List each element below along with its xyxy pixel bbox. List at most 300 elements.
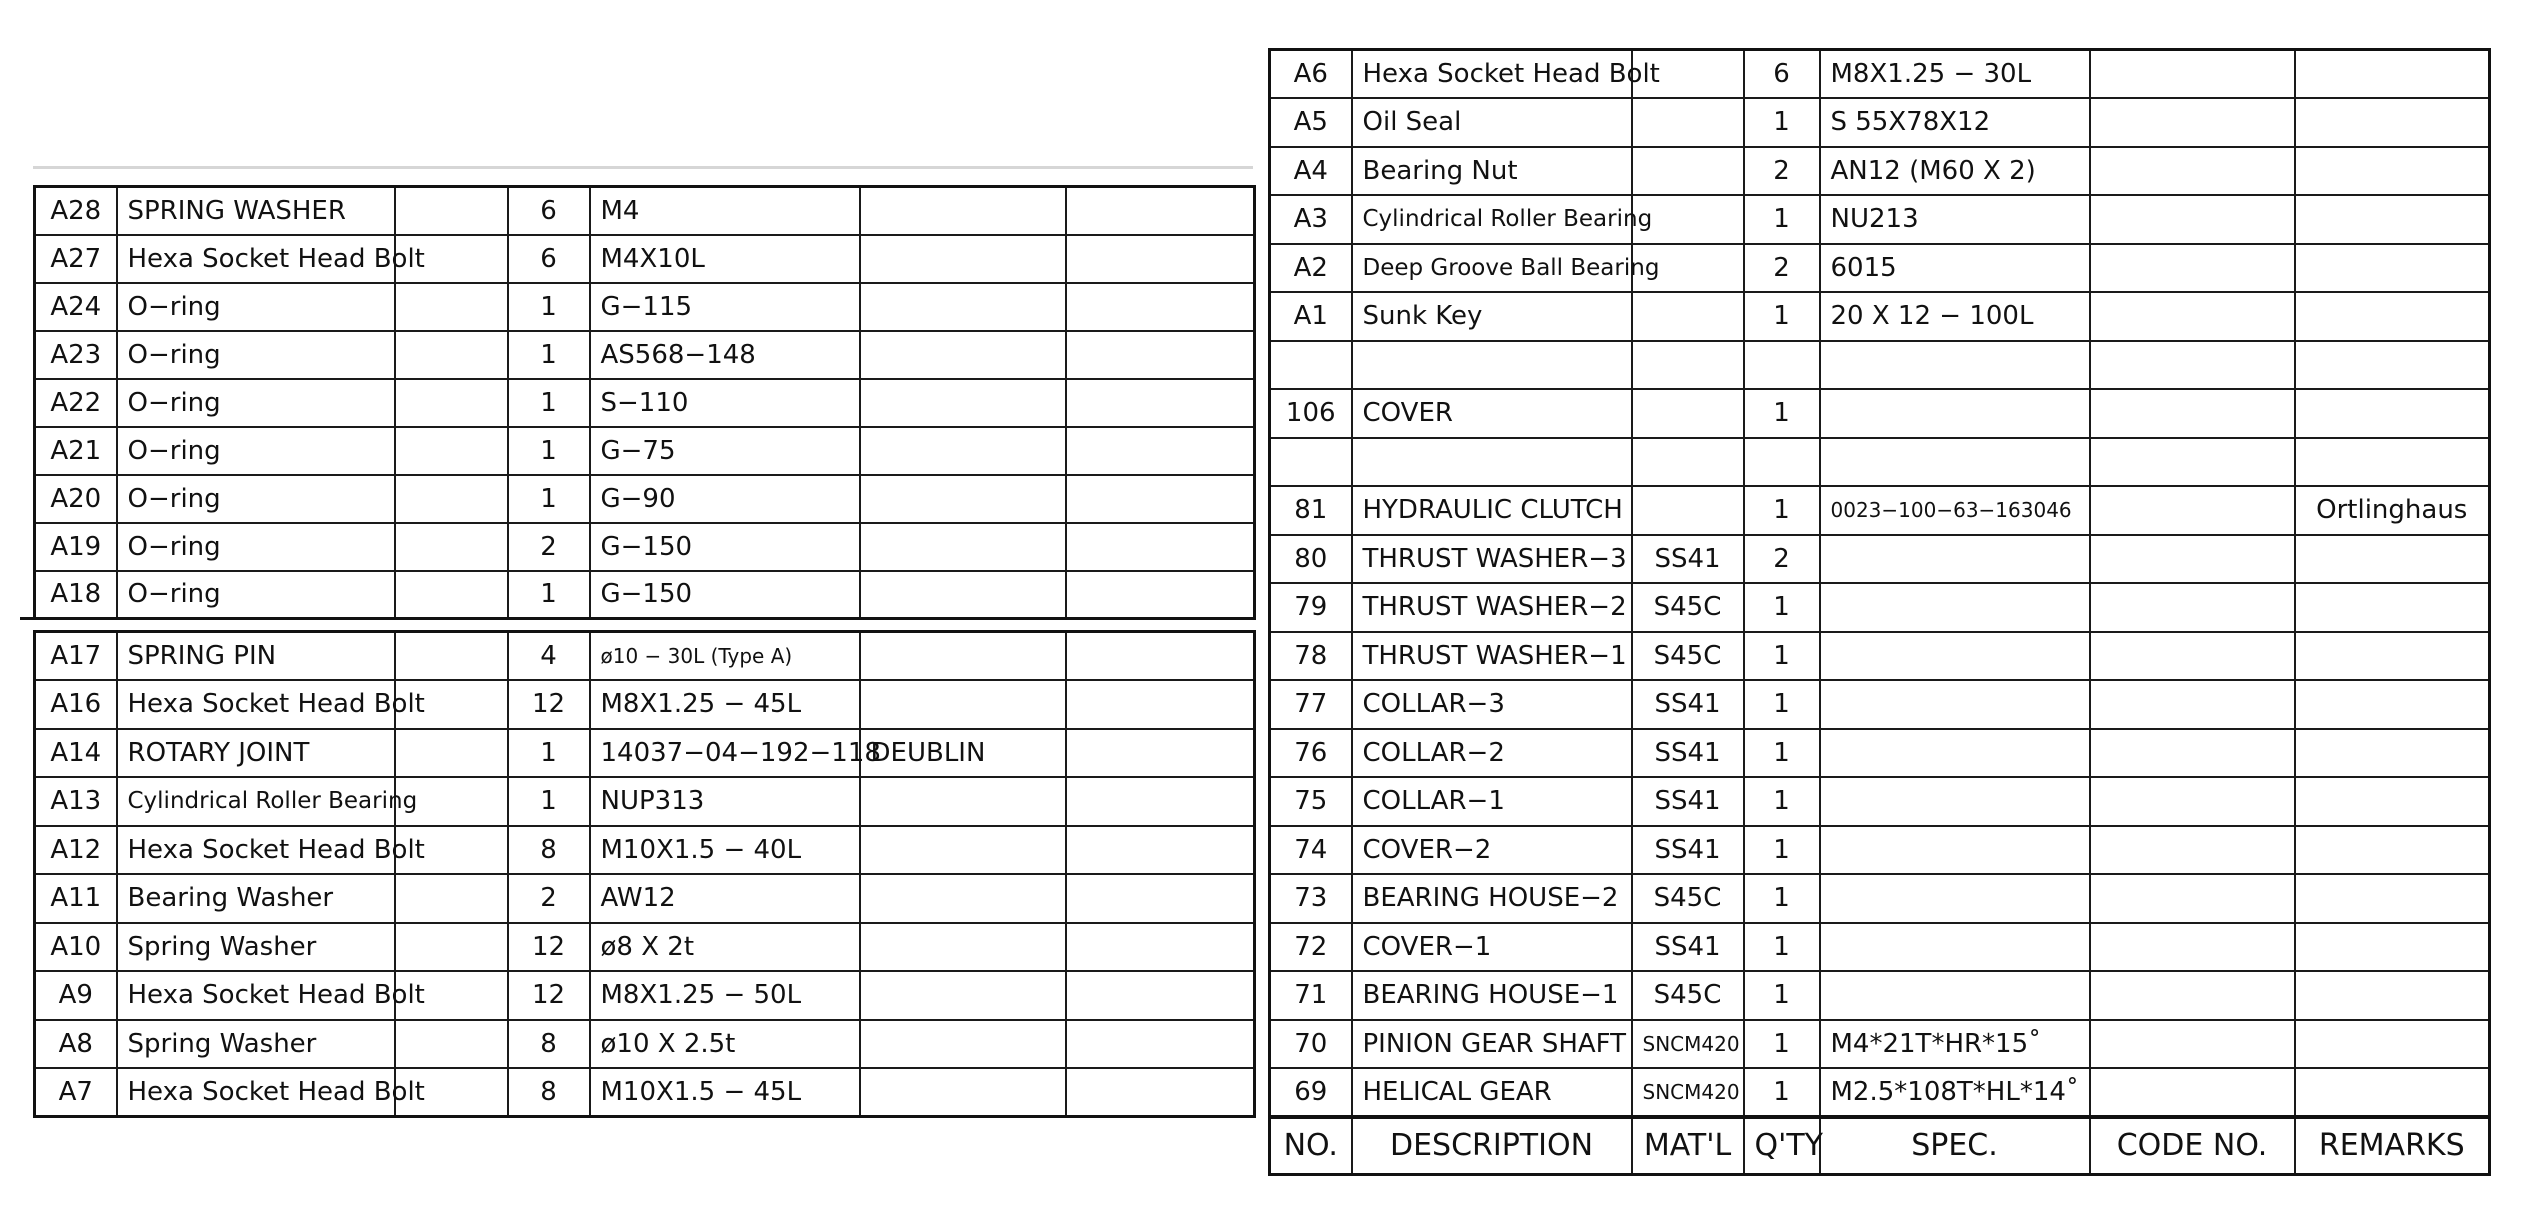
description-cell: O−ring — [117, 283, 395, 331]
table-row — [1270, 341, 2490, 390]
material-cell — [1632, 292, 1744, 341]
description-cell: Hexa Socket Head Bolt — [117, 971, 395, 1020]
spec-cell: NU213 — [1820, 195, 2090, 244]
material-cell: SS41 — [1632, 729, 1744, 778]
header-no-cell: NO. — [1270, 1117, 1352, 1175]
spec-cell: M8X1.25 − 45L — [590, 680, 860, 729]
code-no-cell — [860, 379, 1066, 427]
material-cell — [395, 632, 508, 681]
table-row — [1270, 874, 2490, 923]
parts-table-right — [1268, 48, 2491, 1176]
remarks-cell — [2295, 777, 2490, 826]
table-row — [1270, 195, 2490, 244]
description-cell: O−ring — [117, 379, 395, 427]
remarks-cell — [2295, 1020, 2490, 1069]
no-cell: A13 — [35, 777, 117, 826]
material-cell — [395, 1020, 508, 1069]
qty-cell: 8 — [508, 1068, 590, 1117]
qty-cell: 1 — [1744, 486, 1820, 535]
spec-cell: M10X1.5 − 40L — [590, 826, 860, 875]
code-no-cell — [860, 1020, 1066, 1069]
description-cell: Bearing Washer — [117, 874, 395, 923]
qty-cell: 1 — [1744, 971, 1820, 1020]
remarks-cell — [1066, 379, 1255, 427]
remarks-cell — [2295, 874, 2490, 923]
code-no-cell — [860, 874, 1066, 923]
qty-cell: 12 — [508, 971, 590, 1020]
spec-cell — [1820, 535, 2090, 584]
table-row — [1270, 923, 2490, 972]
description-cell: Cylindrical Roller Bearing — [117, 777, 395, 826]
spec-cell: 14037−04−192−118 — [590, 729, 860, 778]
table-row — [35, 874, 1255, 923]
code-no-cell — [2090, 486, 2295, 535]
description-cell: PINION GEAR SHAFT — [1352, 1020, 1632, 1069]
table-row — [35, 331, 1255, 379]
remarks-cell — [2295, 147, 2490, 196]
table-row — [1270, 389, 2490, 438]
spec-cell: AW12 — [590, 874, 860, 923]
qty-cell: 12 — [508, 680, 590, 729]
no-cell: A24 — [35, 283, 117, 331]
no-cell: 77 — [1270, 680, 1352, 729]
description-cell: O−ring — [117, 427, 395, 475]
table-row — [1270, 486, 2490, 535]
code-no-cell — [2090, 341, 2295, 390]
spec-cell — [1820, 389, 2090, 438]
no-cell: A3 — [1270, 195, 1352, 244]
material-cell: SS41 — [1632, 923, 1744, 972]
table-row — [35, 283, 1255, 331]
no-cell: 73 — [1270, 874, 1352, 923]
remarks-cell — [2295, 98, 2490, 147]
qty-cell: 6 — [1744, 50, 1820, 99]
table-row — [1270, 438, 2490, 487]
table-row — [1270, 632, 2490, 681]
description-cell: COLLAR−2 — [1352, 729, 1632, 778]
material-cell — [395, 729, 508, 778]
table-row — [1270, 50, 2490, 99]
description-cell: Bearing Nut — [1352, 147, 1632, 196]
qty-cell: 1 — [508, 571, 590, 619]
material-cell: SS41 — [1632, 826, 1744, 875]
parts-table-left-upper — [33, 185, 1256, 620]
remarks-cell — [1066, 826, 1255, 875]
no-cell: 69 — [1270, 1068, 1352, 1117]
code-no-cell — [2090, 729, 2295, 778]
spec-cell: M8X1.25 − 30L — [1820, 50, 2090, 99]
qty-cell: 1 — [1744, 777, 1820, 826]
description-cell: COLLAR−3 — [1352, 680, 1632, 729]
remarks-cell — [2295, 680, 2490, 729]
remarks-cell — [1066, 283, 1255, 331]
description-cell: Oil Seal — [1352, 98, 1632, 147]
code-no-cell — [2090, 147, 2295, 196]
remarks-cell — [1066, 777, 1255, 826]
no-cell: A10 — [35, 923, 117, 972]
remarks-cell — [1066, 475, 1255, 523]
description-cell: COVER−2 — [1352, 826, 1632, 875]
description-cell: BEARING HOUSE−1 — [1352, 971, 1632, 1020]
no-cell: A2 — [1270, 244, 1352, 293]
table-row — [1270, 98, 2490, 147]
remarks-cell — [2295, 389, 2490, 438]
code-no-cell — [860, 680, 1066, 729]
qty-cell: 2 — [1744, 244, 1820, 293]
code-no-cell — [2090, 874, 2295, 923]
section-divider-line — [20, 617, 1253, 620]
spec-cell: 20 X 12 − 100L — [1820, 292, 2090, 341]
material-cell — [395, 331, 508, 379]
code-no-cell — [860, 1068, 1066, 1117]
code-no-cell — [2090, 98, 2295, 147]
no-cell: A6 — [1270, 50, 1352, 99]
code-no-cell — [860, 923, 1066, 972]
table-row — [1270, 147, 2490, 196]
description-cell: THRUST WASHER−1 — [1352, 632, 1632, 681]
material-cell: S45C — [1632, 583, 1744, 632]
no-cell: 71 — [1270, 971, 1352, 1020]
table-row — [1270, 1068, 2490, 1117]
table-row — [35, 923, 1255, 972]
no-cell: 79 — [1270, 583, 1352, 632]
material-cell: SS41 — [1632, 777, 1744, 826]
header-spec-cell: SPEC. — [1820, 1117, 2090, 1175]
remarks-cell — [1066, 523, 1255, 571]
no-cell: 81 — [1270, 486, 1352, 535]
remarks-cell — [1066, 331, 1255, 379]
no-cell: 78 — [1270, 632, 1352, 681]
table-row — [1270, 244, 2490, 293]
qty-cell: 2 — [508, 523, 590, 571]
spec-cell — [1820, 583, 2090, 632]
no-cell: A16 — [35, 680, 117, 729]
code-no-cell — [860, 235, 1066, 283]
description-cell: BEARING HOUSE−2 — [1352, 874, 1632, 923]
material-cell — [395, 571, 508, 619]
code-no-cell — [860, 187, 1066, 235]
material-cell: SS41 — [1632, 680, 1744, 729]
remarks-cell — [2295, 1068, 2490, 1117]
qty-cell: 1 — [508, 427, 590, 475]
header-code-no-cell: CODE NO. — [2090, 1117, 2295, 1175]
table-row — [1270, 1020, 2490, 1069]
spec-cell: AS568−148 — [590, 331, 860, 379]
material-cell: S45C — [1632, 632, 1744, 681]
table-row — [35, 777, 1255, 826]
description-cell: HYDRAULIC CLUTCH — [1352, 486, 1632, 535]
qty-cell: 6 — [508, 187, 590, 235]
qty-cell: 1 — [1744, 583, 1820, 632]
spec-cell: AN12 (M60 X 2) — [1820, 147, 2090, 196]
table-row — [35, 427, 1255, 475]
remarks-cell — [2295, 50, 2490, 99]
table-row — [35, 632, 1255, 681]
no-cell: A9 — [35, 971, 117, 1020]
no-cell: 74 — [1270, 826, 1352, 875]
table-row — [35, 826, 1255, 875]
qty-cell: 8 — [508, 1020, 590, 1069]
description-cell — [1352, 438, 1632, 487]
material-cell — [395, 379, 508, 427]
code-no-cell — [860, 523, 1066, 571]
material-cell — [395, 475, 508, 523]
remarks-cell — [2295, 535, 2490, 584]
table-row — [1270, 777, 2490, 826]
spec-cell — [1820, 777, 2090, 826]
qty-cell: 1 — [1744, 1020, 1820, 1069]
no-cell: A11 — [35, 874, 117, 923]
material-cell — [1632, 98, 1744, 147]
spec-cell — [1820, 341, 2090, 390]
table-row — [1270, 535, 2490, 584]
spec-cell: ø10 − 30L (Type A) — [590, 632, 860, 681]
table-row — [35, 235, 1255, 283]
qty-cell: 1 — [1744, 874, 1820, 923]
spec-cell — [1820, 680, 2090, 729]
description-cell: O−ring — [117, 571, 395, 619]
table-row — [1270, 292, 2490, 341]
qty-cell: 12 — [508, 923, 590, 972]
table-header-row — [1270, 1117, 2490, 1175]
no-cell: 76 — [1270, 729, 1352, 778]
description-cell: Spring Washer — [117, 923, 395, 972]
table-row — [35, 187, 1255, 235]
no-cell: A22 — [35, 379, 117, 427]
remarks-cell — [2295, 826, 2490, 875]
description-cell: O−ring — [117, 475, 395, 523]
spec-cell — [1820, 826, 2090, 875]
material-cell: SNCM420 — [1632, 1020, 1744, 1069]
code-no-cell — [2090, 583, 2295, 632]
description-cell: Deep Groove Ball Bearing — [1352, 244, 1632, 293]
header-remarks-cell: REMARKS — [2295, 1117, 2490, 1175]
code-no-cell — [860, 283, 1066, 331]
table-row — [35, 571, 1255, 619]
table-row — [1270, 680, 2490, 729]
qty-cell: 2 — [508, 874, 590, 923]
remarks-cell — [2295, 341, 2490, 390]
spec-cell: S−110 — [590, 379, 860, 427]
table-row — [35, 680, 1255, 729]
spec-cell: 0023−100−63−163046 — [1820, 486, 2090, 535]
description-cell: O−ring — [117, 331, 395, 379]
qty-cell: 1 — [1744, 923, 1820, 972]
code-no-cell — [2090, 1068, 2295, 1117]
spec-cell — [1820, 923, 2090, 972]
no-cell: A21 — [35, 427, 117, 475]
no-cell: A1 — [1270, 292, 1352, 341]
table-row — [35, 729, 1255, 778]
spec-cell: M4X10L — [590, 235, 860, 283]
table-row — [1270, 971, 2490, 1020]
material-cell: S45C — [1632, 971, 1744, 1020]
remarks-cell — [1066, 632, 1255, 681]
qty-cell: 6 — [508, 235, 590, 283]
table-row — [1270, 826, 2490, 875]
remarks-cell — [1066, 427, 1255, 475]
qty-cell: 1 — [1744, 292, 1820, 341]
remarks-cell — [2295, 729, 2490, 778]
code-no-cell — [2090, 826, 2295, 875]
no-cell: A4 — [1270, 147, 1352, 196]
material-cell — [395, 874, 508, 923]
spec-cell: ø10 X 2.5t — [590, 1020, 860, 1069]
no-cell: A12 — [35, 826, 117, 875]
description-cell — [1352, 341, 1632, 390]
code-no-cell — [2090, 195, 2295, 244]
code-no-cell — [2090, 244, 2295, 293]
qty-cell — [1744, 341, 1820, 390]
description-cell: O−ring — [117, 523, 395, 571]
no-cell: A19 — [35, 523, 117, 571]
code-no-cell — [860, 777, 1066, 826]
code-no-cell — [2090, 632, 2295, 681]
qty-cell: 1 — [1744, 389, 1820, 438]
spec-cell: 6015 — [1820, 244, 2090, 293]
spec-cell: G−150 — [590, 571, 860, 619]
description-cell: SPRING PIN — [117, 632, 395, 681]
spec-cell: M2.5*108T*HL*14˚ — [1820, 1068, 2090, 1117]
table-row — [35, 523, 1255, 571]
table-row — [35, 475, 1255, 523]
spec-cell: M8X1.25 − 50L — [590, 971, 860, 1020]
material-cell — [1632, 438, 1744, 487]
table-row — [35, 379, 1255, 427]
no-cell: A17 — [35, 632, 117, 681]
remarks-cell — [1066, 1068, 1255, 1117]
material-cell: SNCM420 — [1632, 1068, 1744, 1117]
material-cell — [1632, 147, 1744, 196]
code-no-cell — [2090, 50, 2295, 99]
description-cell: THRUST WASHER−3 — [1352, 535, 1632, 584]
qty-cell: 1 — [508, 475, 590, 523]
description-cell: SPRING WASHER — [117, 187, 395, 235]
code-no-cell — [2090, 292, 2295, 341]
code-no-cell — [860, 826, 1066, 875]
spec-cell: M10X1.5 − 45L — [590, 1068, 860, 1117]
code-no-cell — [860, 427, 1066, 475]
remarks-cell: Ortlinghaus — [2295, 486, 2490, 535]
header-material-cell: MAT'L — [1632, 1117, 1744, 1175]
qty-cell: 2 — [1744, 147, 1820, 196]
qty-cell: 1 — [1744, 1068, 1820, 1117]
description-cell: HELICAL GEAR — [1352, 1068, 1632, 1117]
code-no-cell — [2090, 923, 2295, 972]
qty-cell: 4 — [508, 632, 590, 681]
remarks-cell — [2295, 632, 2490, 681]
material-cell — [395, 923, 508, 972]
table-row — [1270, 583, 2490, 632]
remarks-cell — [1066, 571, 1255, 619]
spec-cell: NUP313 — [590, 777, 860, 826]
description-cell: ROTARY JOINT — [117, 729, 395, 778]
description-cell: Hexa Socket Head Bolt — [117, 680, 395, 729]
qty-cell: 1 — [1744, 98, 1820, 147]
spec-cell — [1820, 438, 2090, 487]
code-no-cell — [2090, 389, 2295, 438]
description-cell: Sunk Key — [1352, 292, 1632, 341]
no-cell: 75 — [1270, 777, 1352, 826]
remarks-cell — [1066, 1020, 1255, 1069]
description-cell: Hexa Socket Head Bolt — [117, 826, 395, 875]
code-no-cell — [860, 331, 1066, 379]
code-no-cell — [2090, 971, 2295, 1020]
description-cell: Cylindrical Roller Bearing — [1352, 195, 1632, 244]
no-cell: A5 — [1270, 98, 1352, 147]
remarks-cell — [1066, 729, 1255, 778]
remarks-cell — [1066, 874, 1255, 923]
code-no-cell — [2090, 1020, 2295, 1069]
no-cell: A18 — [35, 571, 117, 619]
description-cell: THRUST WASHER−2 — [1352, 583, 1632, 632]
qty-cell: 1 — [508, 379, 590, 427]
no-cell: 70 — [1270, 1020, 1352, 1069]
remarks-cell — [1066, 235, 1255, 283]
description-cell: Hexa Socket Head Bolt — [117, 1068, 395, 1117]
no-cell: A20 — [35, 475, 117, 523]
material-cell — [395, 523, 508, 571]
qty-cell — [1744, 438, 1820, 487]
no-cell: A8 — [35, 1020, 117, 1069]
qty-cell: 1 — [1744, 195, 1820, 244]
no-cell: A23 — [35, 331, 117, 379]
qty-cell: 1 — [1744, 680, 1820, 729]
material-cell: SS41 — [1632, 535, 1744, 584]
remarks-cell — [1066, 187, 1255, 235]
table-row — [35, 1020, 1255, 1069]
remarks-cell — [1066, 923, 1255, 972]
qty-cell: 1 — [1744, 632, 1820, 681]
description-cell: COVER — [1352, 389, 1632, 438]
spec-cell: M4*21T*HR*15˚ — [1820, 1020, 2090, 1069]
parts-table-left-lower — [33, 630, 1256, 1118]
no-cell: 80 — [1270, 535, 1352, 584]
description-cell: Spring Washer — [117, 1020, 395, 1069]
qty-cell: 1 — [508, 283, 590, 331]
spec-cell — [1820, 874, 2090, 923]
material-cell: S45C — [1632, 874, 1744, 923]
spec-cell — [1820, 729, 2090, 778]
spec-cell — [1820, 971, 2090, 1020]
remarks-cell — [1066, 680, 1255, 729]
description-cell: COLLAR−1 — [1352, 777, 1632, 826]
code-no-cell — [860, 475, 1066, 523]
material-cell — [395, 283, 508, 331]
remarks-cell — [2295, 971, 2490, 1020]
spec-cell: G−150 — [590, 523, 860, 571]
table-row — [35, 1068, 1255, 1117]
table-row — [1270, 729, 2490, 778]
spec-cell: G−75 — [590, 427, 860, 475]
no-cell — [1270, 438, 1352, 487]
qty-cell: 1 — [508, 331, 590, 379]
no-cell: A7 — [35, 1068, 117, 1117]
remarks-cell — [2295, 438, 2490, 487]
header-qty-cell: Q'TY — [1744, 1117, 1820, 1175]
description-cell: Hexa Socket Head Bolt — [1352, 50, 1632, 99]
code-no-cell — [2090, 680, 2295, 729]
code-no-cell — [2090, 777, 2295, 826]
material-cell — [1632, 486, 1744, 535]
spec-cell: M4 — [590, 187, 860, 235]
material-cell — [1632, 341, 1744, 390]
remarks-cell — [2295, 244, 2490, 293]
remarks-cell — [2295, 923, 2490, 972]
material-cell — [395, 187, 508, 235]
remarks-cell — [2295, 195, 2490, 244]
spec-cell: S 55X78X12 — [1820, 98, 2090, 147]
